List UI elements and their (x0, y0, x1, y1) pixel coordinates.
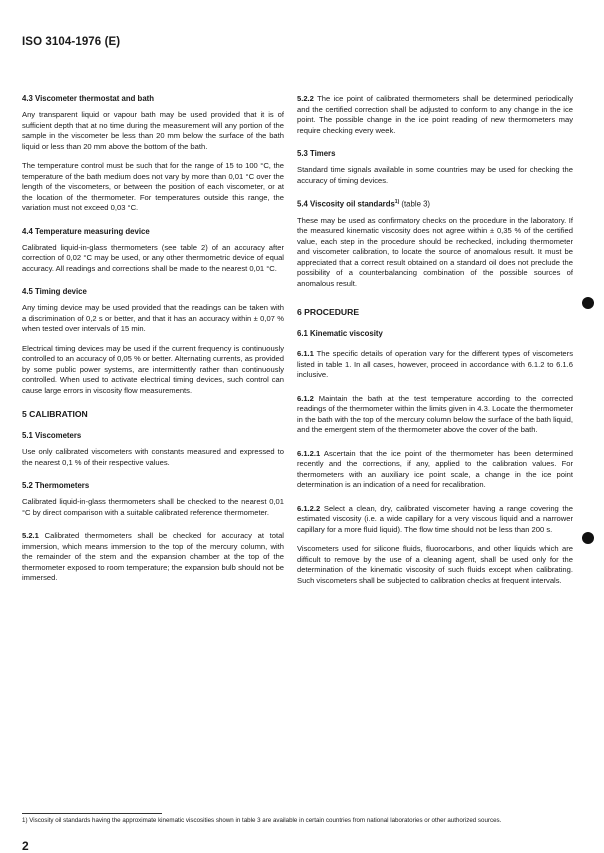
section-5-4-title: 5.4 Viscosity oil standards (297, 199, 395, 209)
section-5-2-paragraph-1: Calibrated liquid-in-glass thermometers shall be checked to the nearest 0,01 °C by direct comparison with a suitable calibrated reference thermometer. (22, 497, 284, 517)
section-6-1-1-number: 6.1.1 (297, 349, 314, 359)
section-4-3-paragraph-2: The temperature control must be such that for the range of 15 to 100 °C, the temperature of the bath medium does not vary by more than 0,01 °C over the length of the viscometers, or between the position of each viscometer, or at the location of the thermometer. For temperatures outside this range, the variation must not exceed 0,03 °C. (22, 161, 284, 212)
standard-id-header: ISO 3104-1976 (E) (22, 36, 121, 48)
section-6-1-heading: 6.1 Kinematic viscosity (297, 329, 383, 339)
section-6-1-2-2-number: 6.1.2.2 (297, 503, 321, 513)
footnote-ref-1: 1) (394, 199, 400, 205)
section-5-2-1-text: Calibrated thermometers shall be checked for accuracy at total immersion, which means immersion to the top of the mercury column, with the remainder of the stem and the expansion chamber at the top of the thermometer exposed to room temperature; the expansion bulb should not be immersed. (22, 531, 284, 582)
page-number: 2 (22, 839, 29, 853)
section-6-1-2-1-number: 6.1.2.1 (297, 448, 321, 458)
section-6-1-2-1-paragraph (297, 449, 573, 491)
section-5-2-2-paragraph (297, 94, 573, 136)
section-6-heading: 6 PROCEDURE (297, 307, 360, 318)
section-6-1-2-2-paragraph-2: Viscometers used for silicone fluids, fluorocarbons, and other liquids which are difficult to remove by the use of a cleaning agent, shall be used only for the determination of the kinematic viscosity of such fluids except when calibrating. Such viscometers shall be subjected to calibration checks at frequent intervals. (297, 544, 573, 585)
section-6-1-1-paragraph (297, 349, 573, 381)
margin-bullet-upper (582, 297, 594, 309)
section-5-3-paragraph-1: Standard time signals available in some countries may be used for checking the accuracy of timing devices. (297, 165, 573, 185)
section-5-2-heading: 5.2 Thermometers (22, 481, 90, 490)
section-5-4-paragraph-1: These may be used as confirmatory checks on the procedure in the laboratory. If the measured kinematic viscosity does not agree within ± 0,35 % of the certified value, each step in the procedure should be rechecked, including thermometer and viscometer calibration, to locate the source of anomalous result. It must be appreciated that a correct result obtained on a standard oil does not preclude the possibility of a counterbalancing combination of the possible sources of anomalous result. (297, 215, 573, 288)
section-4-5-paragraph-1: Any timing device may be used provided that the readings can be taken with a discrimination of 0,2 s or better, and that it has an accuracy within ± 0,07 % when tested over intervals of 15 min. (22, 303, 284, 333)
section-4-3-heading: 4.3 Viscometer thermostat and bath (22, 94, 155, 103)
section-6-1-2-number: 6.1.2 (297, 393, 314, 403)
section-6-1-2-1-text: Ascertain that the ice point of the thermometer has been determined recently and the corrections, if any, applied to the calibration values. For thermometers with an auxiliary ice point scale, a change in the ice point determination is an indication of a need for recalibration. (297, 448, 573, 490)
section-4-5-heading: 4.5 Timing device (22, 287, 87, 296)
section-5-2-1-paragraph (22, 531, 284, 584)
footnote-divider (22, 813, 162, 814)
margin-bullet-lower (582, 532, 594, 544)
section-5-2-2-text: The ice point of calibrated thermometers shall be determined periodically and the certified correction shall be adjusted to conform to any change in the ice point. The possible change in the ice point reading of new thermometers may require checking every week. (297, 94, 573, 135)
section-6-1-2-paragraph (297, 394, 573, 436)
left-column (22, 94, 284, 593)
section-5-heading: 5 CALIBRATION (22, 409, 88, 419)
section-5-4-suffix: (table 3) (399, 199, 431, 209)
right-column (297, 94, 573, 595)
section-4-5-paragraph-2: Electrical timing devices may be used if the current frequency is continuously controlled to an accuracy of 0,05 % or better. Alternating currents, as provided by some public power systems, are intermittently rather than continuously controlled. When used to activate electrical timing devices, such control can cause large errors in viscosity flow measurements. (22, 343, 284, 395)
section-4-4-paragraph-1: Calibrated liquid-in-glass thermometers (see table 2) of an accuracy after correction of 0,02 °C may be used, or any other thermometric device of equal accuracy. All readings and corrections shall be made to the nearest 0,01 °C. (22, 242, 284, 273)
section-5-1-heading: 5.1 Viscometers (22, 431, 82, 440)
section-5-4-heading (297, 199, 573, 209)
section-4-4-heading: 4.4 Temperature measuring device (22, 226, 150, 236)
section-6-1-2-2-text: Select a clean, dry, calibrated viscometer having a range covering the estimated viscosity (i.e. a wide capillary for a very viscous liquid and a narrower capillary for a more fluid liquid). The flow time should not be less than 200 s. (297, 503, 573, 534)
section-6-1-2-2-paragraph (297, 504, 573, 536)
section-4-3-paragraph-1: Any transparent liquid or vapour bath may be used provided that it is of sufficient depth that at no time during the measurement will any portion of the sample in the viscometer be less than 20 mm below the surface of the bath liquid or less than 20 mm above the bottom of the bath. (22, 110, 284, 151)
section-5-2-2-number: 5.2.2 (297, 94, 314, 103)
section-6-1-2-text: Maintain the bath at the test temperature according to the corrected readings of the thermometer within the limits given in 4.3. Locate the thermometer in the bath with the top of the mercury column below the surface of the bath liquid, and the emergent stem of the thermometer above the cover of the bath. (297, 393, 573, 435)
section-5-1-paragraph-1: Use only calibrated viscometers with constants measured and expressed to the nearest 0,1 % of their respective values. (22, 447, 284, 467)
section-5-3-heading: 5.3 Timers (297, 149, 336, 158)
footnote: 1) Viscosity oil standards having the approximate kinematic viscosities shown in table 3 are available in certain countries from national laboratories or other authorized sources. (22, 817, 502, 824)
section-5-2-1-number: 5.2.1 (22, 531, 39, 540)
section-6-1-1-text: The specific details of operation vary for the different types of viscometers listed in table 1. In all cases, however, proceed in accordance with 6.1.2 to 6.1.6 inclusive. (297, 349, 573, 380)
